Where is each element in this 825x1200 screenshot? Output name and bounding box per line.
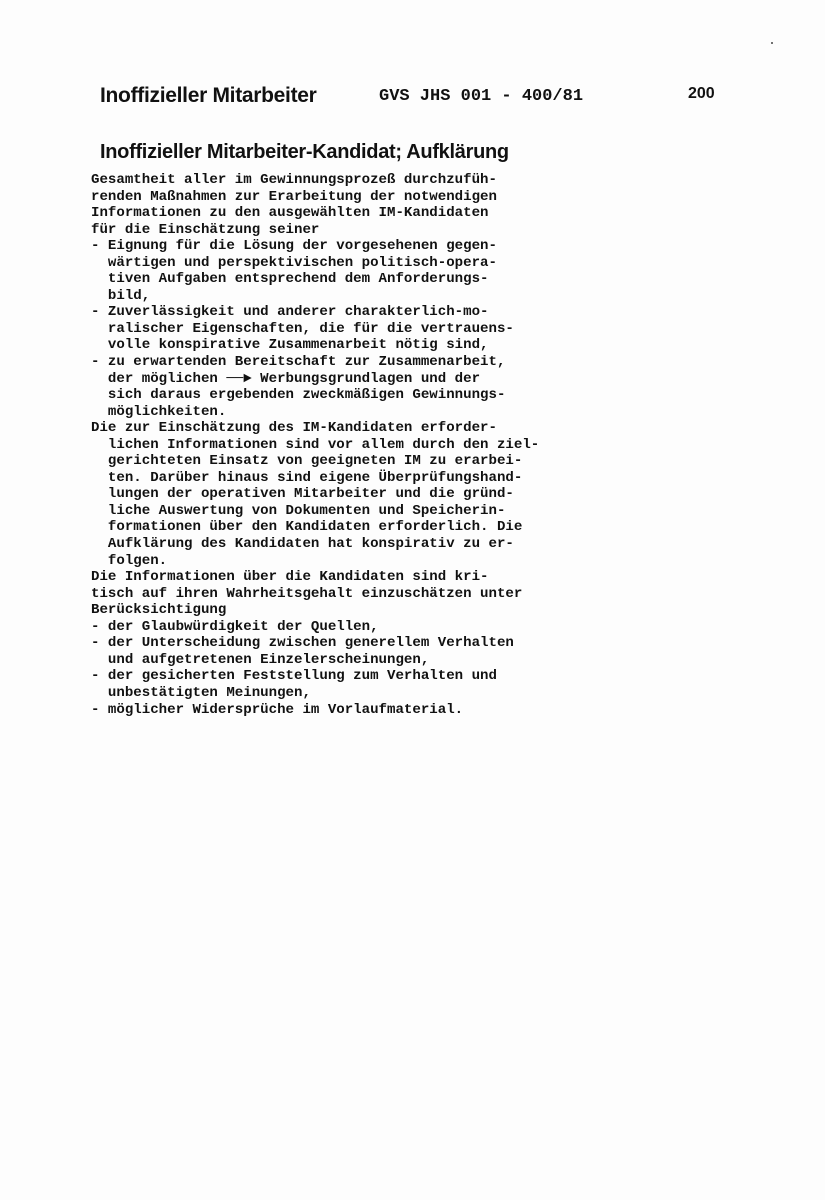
body-line: ten. Darüber hinaus sind eigene Überprüfungshand- — [91, 469, 523, 486]
body-line: unbestätigten Meinungen, — [91, 684, 311, 701]
body-line: tiven Aufgaben entsprechend dem Anforderungs- — [91, 271, 489, 288]
body-line: ralischer Eigenschaften, die für die vertrauens- — [91, 320, 514, 337]
body-line: - der Unterscheidung zwischen generellem Verhalten — [91, 635, 514, 652]
header-title: Inoffizieller Mitarbeiter — [100, 84, 317, 107]
body-line: volle konspirative Zusammenarbeit nötig sind, — [91, 337, 489, 354]
entry-body — [91, 172, 591, 718]
body-line: renden Maßnahmen zur Erarbeitung der notwendigen — [91, 188, 497, 205]
body-line: - Eignung für die Lösung der vorgesehenen gegen- — [91, 238, 497, 255]
body-line: Aufklärung des Kandidaten hat konspirativ zu er- — [91, 536, 514, 553]
page-number: 200 — [688, 85, 715, 102]
body-line: für die Einschätzung seiner — [91, 221, 320, 238]
body-line: lungen der operativen Mitarbeiter und die gründ- — [91, 486, 514, 503]
body-line: liche Auswertung von Dokumenten und Speicherin- — [91, 502, 506, 519]
body-line: sich daraus ergebenden zweckmäßigen Gewinnungs- — [91, 387, 506, 404]
body-line: und aufgetretenen Einzelerscheinungen, — [91, 651, 430, 668]
body-line: möglichkeiten. — [91, 403, 227, 420]
body-line: formationen über den Kandidaten erforderlich. Die — [91, 519, 523, 536]
body-line: bild, — [91, 287, 151, 304]
scan-speck — [771, 42, 773, 44]
body-line: - der Glaubwürdigkeit der Quellen, — [91, 618, 379, 635]
body-line: gerichteten Einsatz von geeigneten IM zu erarbei- — [91, 453, 523, 470]
body-line: Die Informationen über die Kandidaten sind kri- — [91, 569, 489, 586]
entry-title: Inoffizieller Mitarbeiter-Kandidat; Aufklärung — [100, 141, 509, 163]
body-line: tisch auf ihren Wahrheitsgehalt einzuschätzen unter — [91, 585, 523, 602]
body-line: der möglichen ──► Werbungsgrundlagen und der — [91, 370, 481, 387]
body-line: Die zur Einschätzung des IM-Kandidaten erforder- — [91, 420, 497, 437]
body-line: Berücksichtigung — [91, 602, 227, 619]
body-line: - zu erwartenden Bereitschaft zur Zusammenarbeit, — [91, 354, 506, 371]
body-line: lichen Informationen sind vor allem durch den ziel- — [91, 436, 540, 453]
body-line: folgen. — [91, 552, 168, 569]
body-line: - der gesicherten Feststellung zum Verhalten und — [91, 668, 497, 685]
body-line: - Zuverlässigkeit und anderer charakterlich-mo- — [91, 304, 489, 321]
body-line: Gesamtheit aller im Gewinnungsprozeß durchzufüh- — [91, 172, 497, 188]
body-line: Informationen zu den ausgewählten IM-Kandidaten — [91, 205, 489, 222]
document-reference: GVS JHS 001 - 400/81 — [379, 87, 584, 106]
body-line: - möglicher Widersprüche im Vorlaufmaterial. — [91, 701, 464, 718]
body-line: wärtigen und perspektivischen politisch-opera- — [91, 254, 497, 271]
